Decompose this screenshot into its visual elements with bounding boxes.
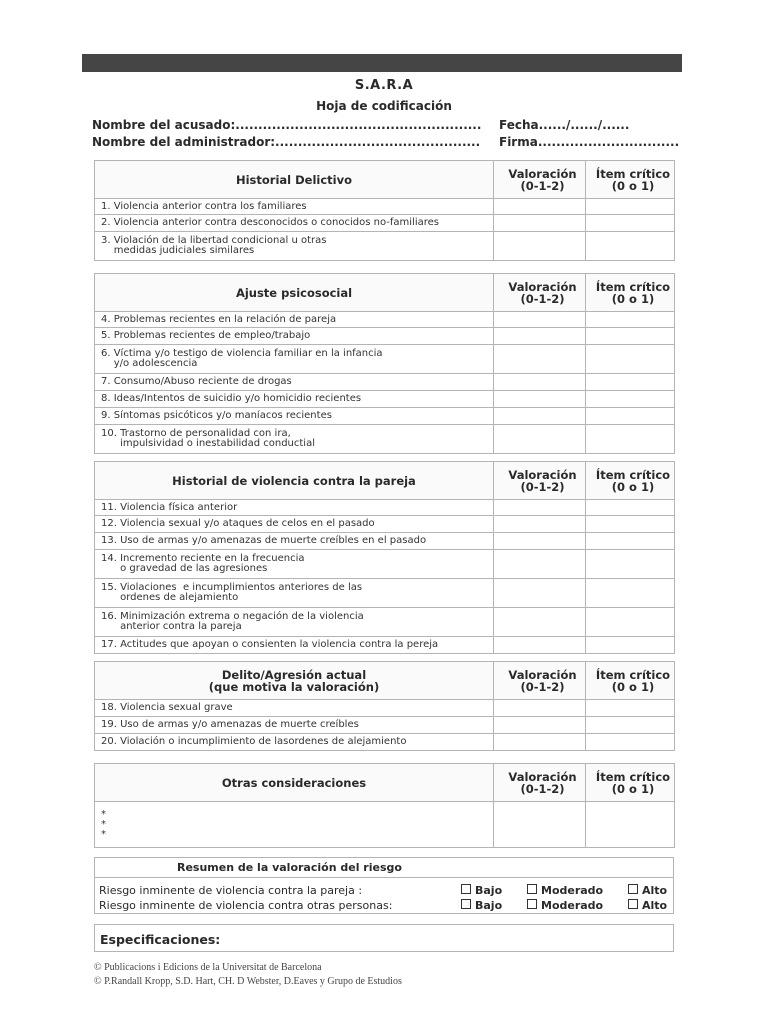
section-header-row [95,764,675,802]
item-row [95,637,675,654]
item-row [95,516,675,533]
option-bajo[interactable]: Bajo [461,883,502,898]
item-label-line: y/o adolescencia [101,358,198,369]
item-label-line: 16. Minimización extrema o negación de la violencia [101,611,364,622]
item-label-line: 14. Incremento reciente en la frecuencia [101,553,305,564]
risk-row-label: Riesgo inminente de violencia contra otras personas: [99,899,393,912]
rating-column-header [494,662,586,700]
option-alto[interactable]: Alto [628,883,667,898]
item-label-line: 8. Ideas/Intentos de suicidio y/o homicidio recientes [101,393,362,404]
option-moderado[interactable]: Moderado [527,883,603,898]
section-title-line: Historial de violencia contra la pareja [172,473,416,488]
rating-cell[interactable] [494,312,586,328]
item-row [95,734,675,751]
critical-item-column-header [586,161,675,199]
critical-item-column-header [586,764,675,802]
critical-item-cell[interactable] [586,734,675,751]
risk-summary [94,857,674,914]
rating-column-header-line: Valoración [508,667,577,682]
critical-item-column-header-line: Ítem crítico [595,667,671,682]
item-label-line: impulsividad o inestabilidad conductial [101,438,315,449]
item-label [95,533,494,550]
item-row [95,533,675,550]
risk-row-label: Riesgo inminente de violencia contra la pareja : [99,884,363,897]
rating-cell[interactable] [494,700,586,717]
item-label-line: 5. Problemas recientes de empleo/trabajo [101,330,311,341]
item-row [95,608,675,637]
item-label [95,516,494,533]
critical-item-column-header [586,462,675,500]
risk-summary-rows [95,878,673,913]
item-label [95,232,494,261]
section-historial-delictivo [94,160,675,261]
specifications-field: Especificaciones: [94,924,674,952]
rating-cell[interactable] [494,408,586,425]
accused-name-field: Nombre del acusado:...................................................... [92,118,482,132]
item-label [95,550,494,579]
item-row [95,374,675,391]
checkbox-icon [628,884,638,894]
copyright-line: © P.Randall Kropp, S.D. Hart, CH. D Webster, D.Eaves y Grupo de Estudios [94,976,402,987]
critical-item-column-header-line: (0 o 1) [611,291,655,306]
section-title-line: Historial Delictivo [235,172,352,187]
item-label-line: 9. Síntomas psicóticos y/o maníacos recientes [101,410,332,421]
rating-column-header [494,161,586,199]
rating-cell[interactable] [494,199,586,215]
item-row [95,312,675,328]
critical-item-column-header-line: Ítem crítico [595,467,671,482]
rating-cell[interactable] [494,374,586,391]
section-title-line: (que motiva la valoración) [208,679,380,694]
rating-column-header [494,462,586,500]
risk-row-partner [95,883,673,898]
item-label [95,328,494,345]
rating-cell[interactable] [494,391,586,408]
item-label-line: medidas judiciales similares [101,245,255,256]
item-label-line: 1. Violencia anterior contra los familiares [101,200,307,212]
item-label-line: * [101,808,106,820]
item-row [95,345,675,374]
rating-cell[interactable] [494,579,586,608]
item-row [95,215,675,232]
item-label [95,717,494,734]
item-row [95,232,675,261]
administrator-name-field: Nombre del administrador:............................................. [92,135,481,149]
critical-item-column-header-line: (0 o 1) [611,178,655,193]
item-label [95,345,494,374]
option-alto[interactable]: Alto [628,898,667,913]
item-label-line: 3. Violación de la libertad condicional u otras [101,235,327,246]
item-label [95,199,494,215]
checkbox-icon [461,884,471,894]
risk-summary-title: Resumen de la valoración del riesgo [95,858,673,878]
section-title-line: Ajuste psicosocial [235,285,353,300]
header-bar [82,54,682,72]
critical-item-column-header-line: Ítem crítico [595,166,671,181]
checkbox-icon [461,899,471,909]
rating-column-header-line: (0-1-2) [520,679,565,694]
item-label-line: * [101,828,106,840]
critical-item-column-header-line: (0 o 1) [611,479,655,494]
form-subtitle: Hoja de codificación [316,99,452,113]
critical-item-cell[interactable] [586,637,675,654]
item-label-line: 13. Uso de armas y/o amenazas de muerte creíbles en el pasado [101,535,427,546]
item-label [95,734,494,751]
section-title [95,274,494,312]
item-label-line: 12. Violencia sexual y/o ataques de celos en el pasado [101,518,375,529]
rating-cell[interactable] [494,425,586,454]
rating-cell[interactable] [494,734,586,751]
item-row [95,328,675,345]
rating-cell[interactable] [494,232,586,261]
option-bajo[interactable]: Bajo [461,898,502,913]
option-moderado[interactable]: Moderado [527,898,603,913]
item-row [95,408,675,425]
item-row [95,199,675,215]
rating-column-header-line: (0-1-2) [520,479,565,494]
item-row [95,391,675,408]
item-label [95,637,494,654]
section-title [95,662,494,700]
critical-item-column-header [586,274,675,312]
section-historial-de-violencia-contra-la-pareja [94,461,675,654]
rating-cell[interactable] [494,608,586,637]
critical-item-cell[interactable] [586,802,675,848]
rating-column-header [494,764,586,802]
rating-cell[interactable] [494,328,586,345]
item-row [95,802,675,848]
item-row [95,579,675,608]
critical-item-column-header-line: (0 o 1) [611,679,655,694]
item-label [95,374,494,391]
critical-item-cell[interactable] [586,199,675,215]
item-label [95,500,494,516]
critical-item-cell[interactable] [586,345,675,374]
rating-column-header-line: Valoración [508,166,577,181]
item-label [95,425,494,454]
checkbox-icon [628,899,638,909]
item-label [95,579,494,608]
item-label [95,700,494,717]
rating-column-header-line: Valoración [508,279,577,294]
critical-item-cell[interactable] [586,215,675,232]
critical-item-cell[interactable] [586,550,675,579]
rating-cell[interactable] [494,516,586,533]
item-label-line: 7. Consumo/Abuso reciente de drogas [101,376,292,387]
critical-item-cell[interactable] [586,408,675,425]
item-label-line: 17. Actitudes que apoyan o consienten la violencia contra la pereja [101,639,439,650]
item-row [95,500,675,516]
item-label [95,802,494,848]
section-otras-consideraciones [94,763,675,848]
section-header-row [95,161,675,199]
critical-item-cell[interactable] [586,717,675,734]
checkbox-icon [527,899,537,909]
section-title [95,764,494,802]
item-label-line: 11. Violencia física anterior [101,501,238,513]
rating-column-header-line: (0-1-2) [520,178,565,193]
rating-cell[interactable] [494,500,586,516]
critical-item-column-header-line: (0 o 1) [611,781,655,796]
rating-column-header [494,274,586,312]
section-header-row [95,274,675,312]
rating-cell[interactable] [494,637,586,654]
rating-column-header-line: (0-1-2) [520,781,565,796]
critical-item-cell[interactable] [586,425,675,454]
section-header-row [95,662,675,700]
critical-item-cell[interactable] [586,232,675,261]
item-row [95,550,675,579]
item-row [95,425,675,454]
checkbox-icon [527,884,537,894]
rating-column-header-line: (0-1-2) [520,291,565,306]
critical-item-cell[interactable] [586,391,675,408]
item-row [95,717,675,734]
item-label [95,215,494,232]
item-label [95,312,494,328]
item-label-line: * [101,818,106,830]
rating-column-header-line: Valoración [508,769,577,784]
date-field: Fecha....../....../...... [499,118,630,132]
section-header-row [95,462,675,500]
critical-item-cell[interactable] [586,516,675,533]
form-title: S.A.R.A [354,78,414,93]
section-title-line: Delito/Agresión actual [221,667,367,682]
rating-cell[interactable] [494,215,586,232]
rating-cell[interactable] [494,717,586,734]
item-label-line: 10. Trastorno de personalidad con ira, [101,428,291,439]
critical-item-cell[interactable] [586,374,675,391]
rating-cell[interactable] [494,345,586,374]
section-delito-agresion-actual [94,661,675,751]
signature-field: Firma............................... [499,135,680,149]
critical-item-cell[interactable] [586,500,675,516]
item-label-line: 20. Violación o incumplimiento de lasordenes de alejamiento [101,736,407,747]
item-label-line: o gravedad de las agresiones [101,563,268,574]
item-label-line: 6. Víctima y/o testigo de violencia familiar en la infancia [101,348,383,359]
item-label [95,408,494,425]
section-title [95,462,494,500]
critical-item-cell[interactable] [586,328,675,345]
item-label [95,608,494,637]
rating-cell[interactable] [494,550,586,579]
critical-item-cell[interactable] [586,533,675,550]
item-label-line: 15. Violaciones e incumplimientos anteriores de las [101,582,363,593]
item-label-line: 19. Uso de armas y/o amenazas de muerte creíbles [101,719,359,730]
critical-item-cell[interactable] [586,579,675,608]
item-label-line: anterior contra la pareja [101,621,242,632]
rating-column-header-line: Valoración [508,467,577,482]
critical-item-cell[interactable] [586,608,675,637]
section-title [95,161,494,199]
item-label-line: 18. Violencia sexual grave [101,702,233,713]
item-row [95,700,675,717]
risk-row-others [95,898,673,913]
item-label-line: 2. Violencia anterior contra desconocidos o conocidos no-familiares [101,217,439,228]
critical-item-cell[interactable] [586,700,675,717]
section-ajuste-psicosocial [94,273,675,454]
section-title-line: Otras consideraciones [221,775,367,790]
item-label-line: ordenes de alejamiento [101,592,239,603]
rating-cell[interactable] [494,533,586,550]
item-label [95,391,494,408]
item-label-line: 4. Problemas recientes en la relación de pareja [101,313,337,325]
critical-item-cell[interactable] [586,312,675,328]
critical-item-column-header-line: Ítem crítico [595,279,671,294]
critical-item-column-header-line: Ítem crítico [595,769,671,784]
rating-cell[interactable] [494,802,586,848]
copyright-line: © Publicacions i Edicions de la Universitat de Barcelona [94,962,322,973]
critical-item-column-header [586,662,675,700]
